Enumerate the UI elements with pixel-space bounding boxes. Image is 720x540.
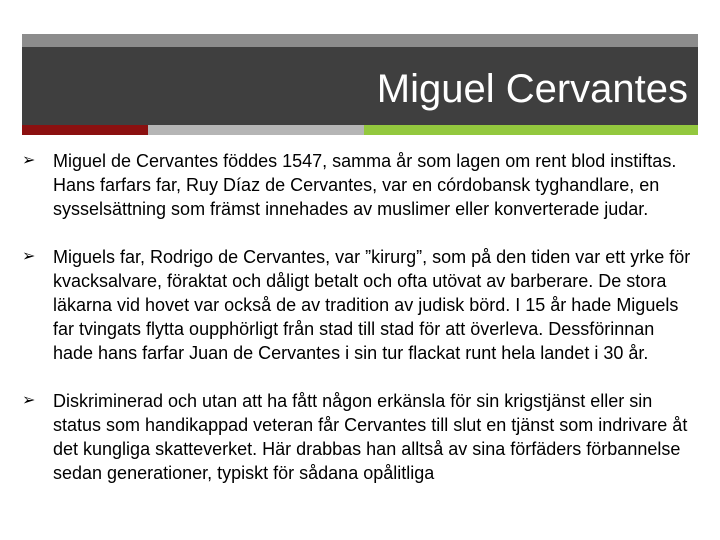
bullet-item <box>22 149 698 221</box>
title-bar <box>22 47 698 125</box>
bullet-text: Miguels far, Rodrigo de Cervantes, var ”kirurg”, som på den tiden var ett yrke för kvacksalvare, föraktat och dåligt betalt och ofta utövat av barberare. De stora läkarna vid hovet var också de av tradition av judisk börd. I 15 år hade Miguels far tvingats flytta oupphörligt från stad till stad för att överleva. Dessförinnan hade hans farfar Juan de Cervantes i sin tur flackat runt hela landet i 30 år. <box>53 247 691 363</box>
arrowhead-bullet-icon: ➢ <box>22 152 36 169</box>
slide-body <box>22 149 698 509</box>
arrowhead-bullet-icon: ➢ <box>22 248 36 265</box>
bullet-item <box>22 245 698 365</box>
bullet-text: Miguel de Cervantes föddes 1547, samma år som lagen om rent blod instiftas. Hans farfars far, Ruy Díaz de Cervantes, var en córdobansk tyghandlare, en sysselsättning som främst innehades av muslimer eller konverterade judar. <box>53 151 677 219</box>
accent-bar <box>22 125 698 135</box>
bullet-item <box>22 389 698 485</box>
accent-segment-gray <box>148 125 364 135</box>
accent-segment-green <box>364 125 698 135</box>
accent-segment-red <box>22 125 148 135</box>
bullet-text: Diskriminerad och utan att ha fått någon erkänsla för sin krigstjänst eller sin status som handikappad veteran får Cervantes till slut en tjänst som indrivare åt det kungliga skatteverket. Här drabbas han alltså av sina förfäders förbannelse sedan generationer, typiskt för sådana opålitliga <box>53 391 688 483</box>
slide-title: Miguel Cervantes <box>376 67 688 111</box>
title-top-strip <box>22 34 698 47</box>
arrowhead-bullet-icon: ➢ <box>22 392 36 409</box>
